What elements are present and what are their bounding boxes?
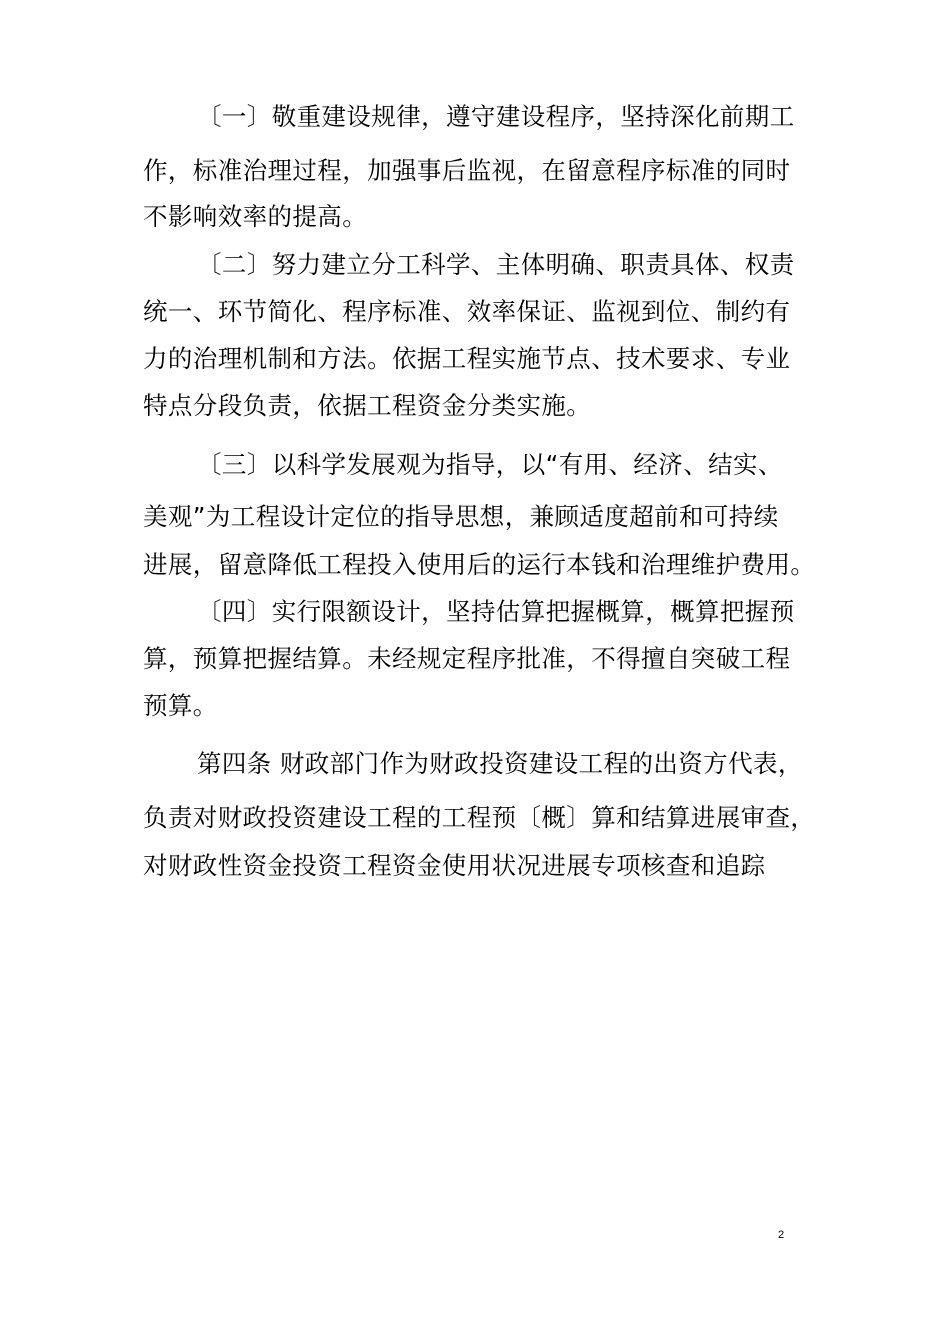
paragraph-1-line-3: 不影响效率的提高。 <box>143 202 368 231</box>
article-4-line-2: 负责对财政投资建设工程的工程预〔概〕算和结算进展审查， <box>143 803 816 832</box>
paragraph-3-line-3: 进展，留意降低工程投入使用后的运行本钱和治理维护费用。 <box>143 550 816 579</box>
paragraph-1-line-1: 〔一〕敬重建设规律，遵守建设程序，坚持深化前期工 <box>197 102 795 131</box>
paragraph-1-line-2: 作，标准治理过程，加强事后监视，在留意程序标准的同时 <box>143 156 791 185</box>
paragraph-2-line-2: 统一、环节简化、程序标准、效率保证、监视到位、制约有 <box>143 297 791 326</box>
paragraph-4-line-3: 预算。 <box>143 691 218 720</box>
paragraph-3-line-1: 〔三〕以科学发展观为指导，以“有用、经济、结实、 <box>197 450 783 479</box>
paragraph-3-line-2: 美观”为工程设计定位的指导思想，兼顾适度超前和可持续 <box>143 502 779 531</box>
paragraph-4-line-2: 算，预算把握结算。未经规定程序批准，不得擅自突破工程 <box>143 644 791 673</box>
paragraph-4-line-1: 〔四〕实行限额设计，坚持估算把握概算，概算把握预 <box>197 597 795 626</box>
paragraph-2-line-1: 〔二〕努力建立分工科学、主体明确、职责具体、权责 <box>197 250 795 279</box>
page-number: 2 <box>778 1229 785 1241</box>
paragraph-2-line-4: 特点分段负责，依据工程资金分类实施。 <box>143 391 592 420</box>
article-4-line-1: 第四条 财政部门作为财政投资建设工程的出资方代表， <box>197 749 803 778</box>
paragraph-2-line-3: 力的治理机制和方法。依据工程实施节点、技术要求、专业 <box>143 344 791 373</box>
article-4-line-3: 对财政性资金投资工程资金使用状况进展专项核查和追踪 <box>143 851 766 880</box>
